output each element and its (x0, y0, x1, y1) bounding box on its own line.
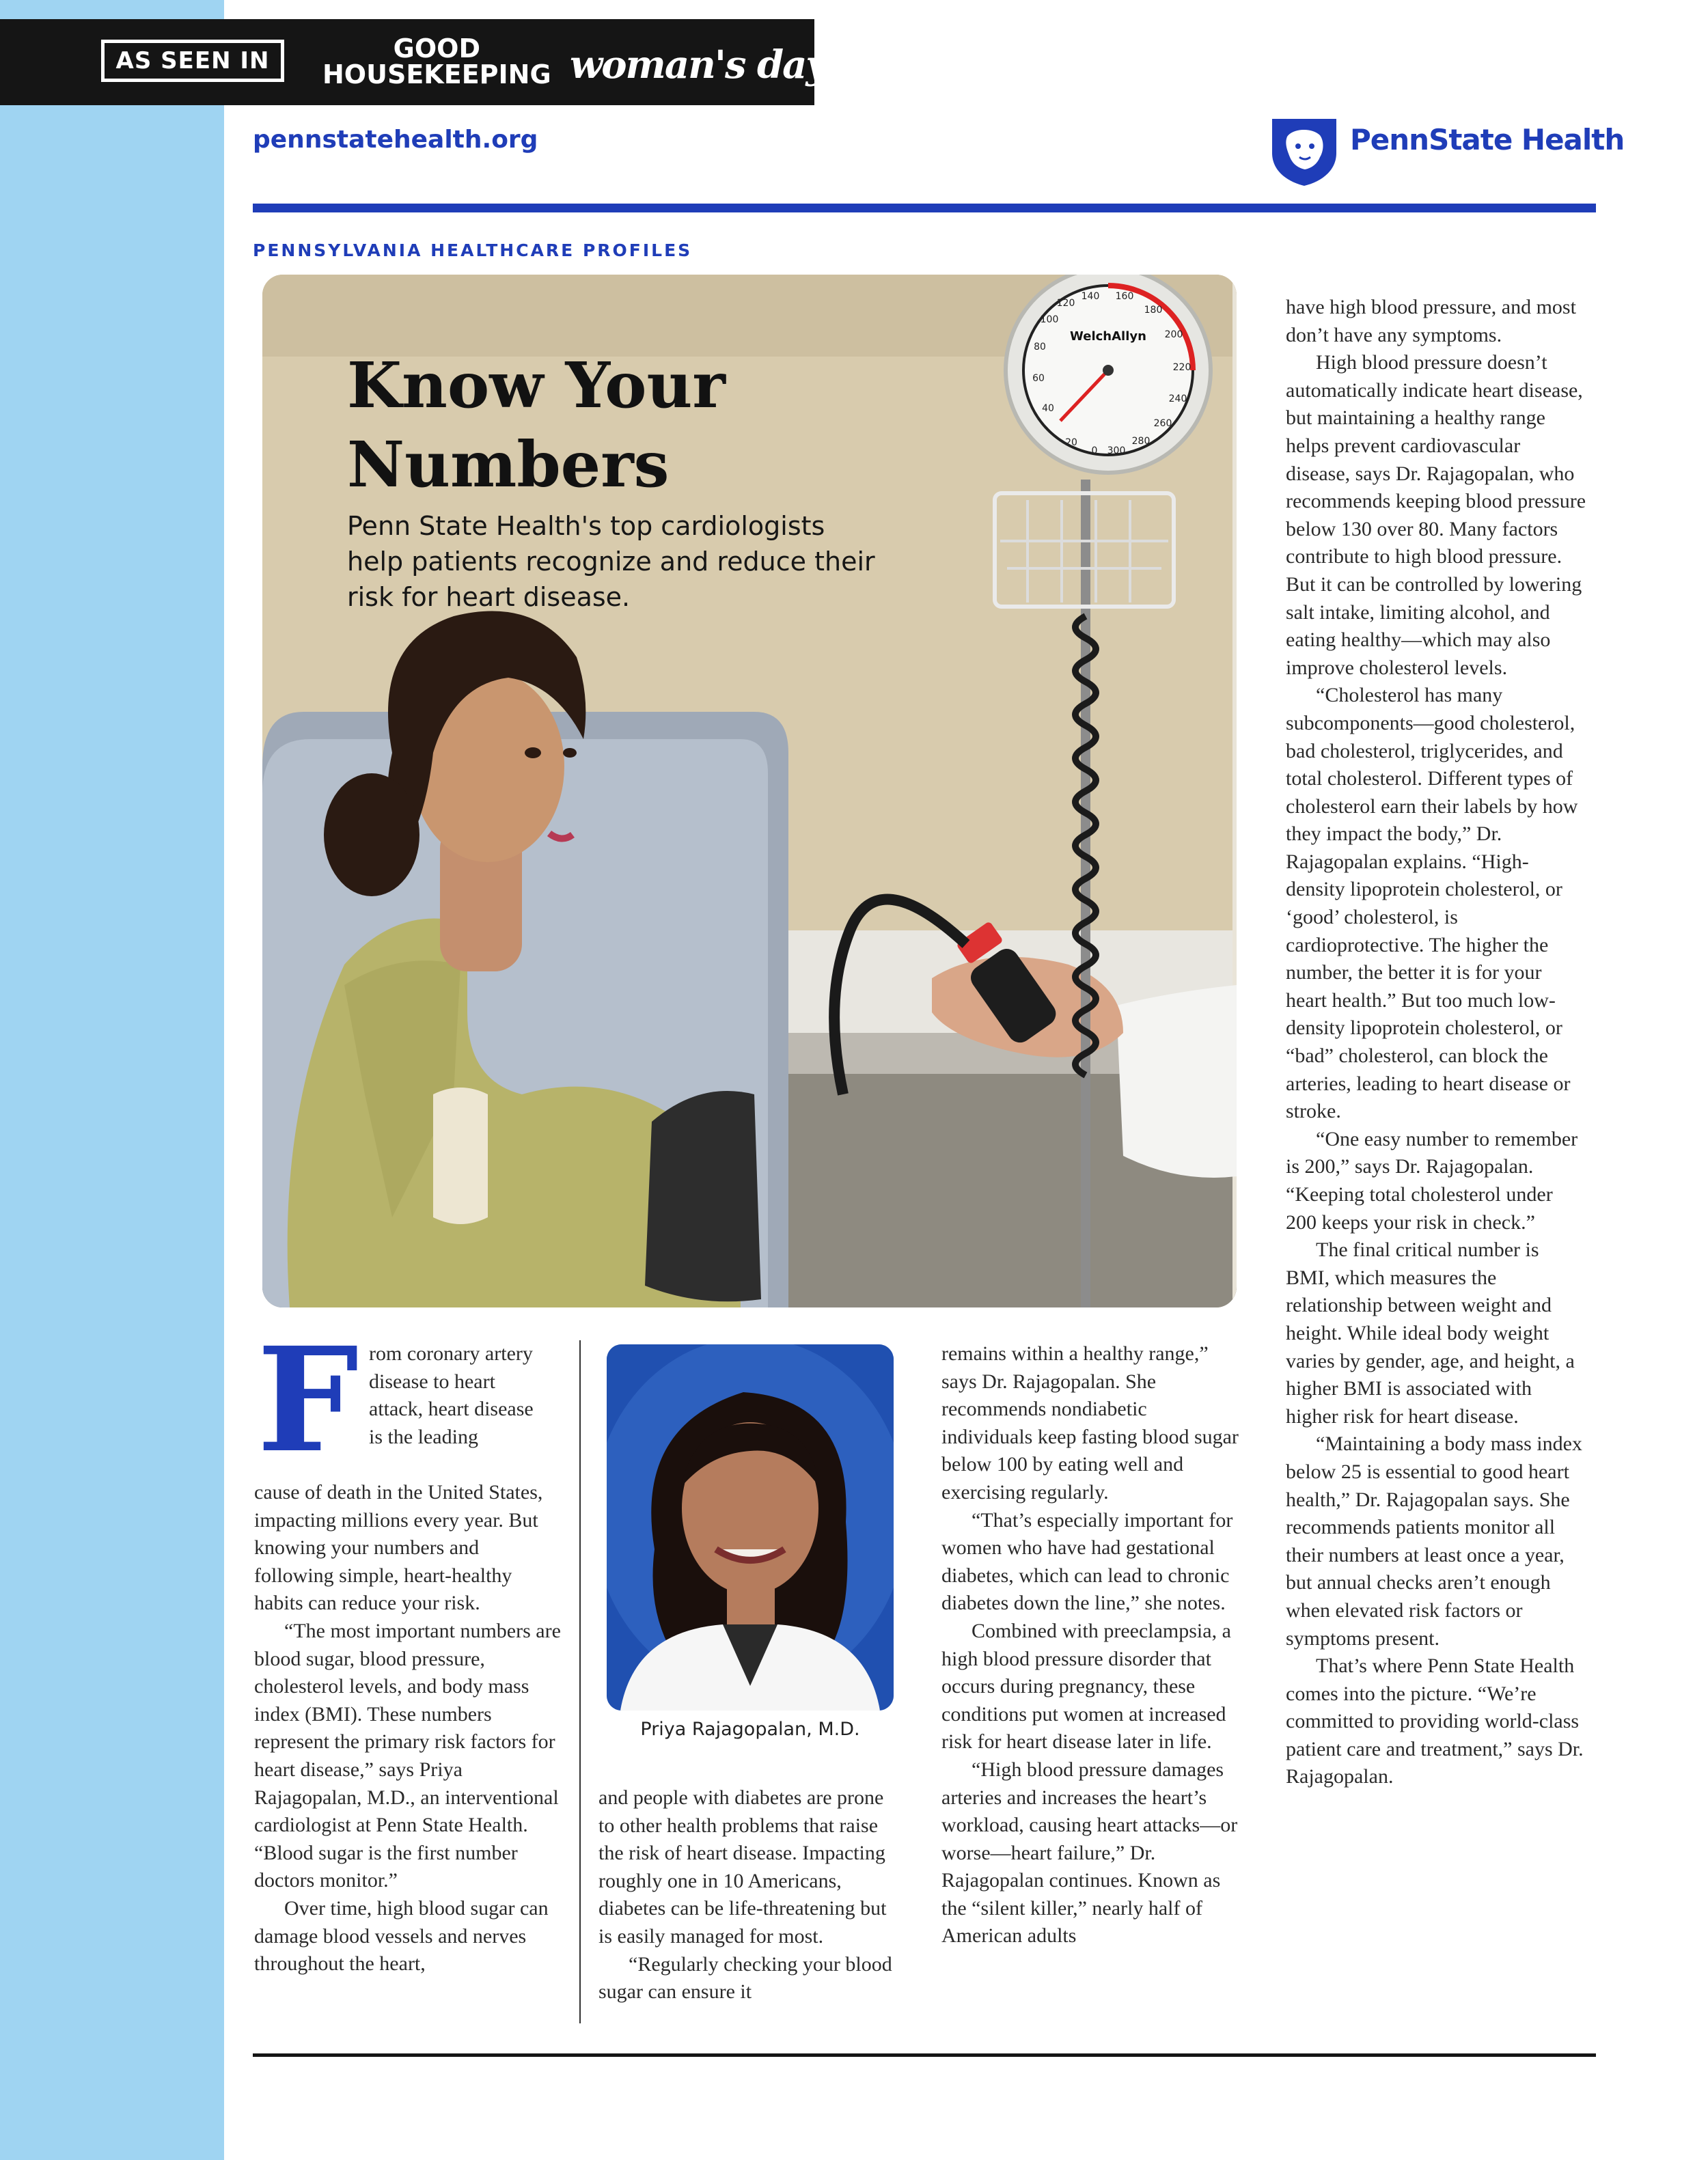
gauge-tick: 180 (1144, 305, 1163, 316)
article-column-1-intro (369, 1340, 547, 1451)
portrait-caption: Priya Rajagopalan, M.D. (640, 1719, 860, 1740)
good-housekeeping-line1: GOOD (393, 33, 480, 64)
gauge-tick: 0 (1091, 445, 1098, 456)
gauge-brand-label: WelchAllyn (1070, 329, 1146, 344)
good-housekeeping-line2: HOUSEKEEPING (322, 59, 551, 89)
gauge-tick: 160 (1115, 291, 1134, 302)
gauge-tick: 40 (1042, 403, 1054, 414)
left-color-bar (0, 0, 224, 2160)
article-column-3 (941, 1340, 1242, 1950)
gauge-tick: 280 (1131, 436, 1151, 447)
paragraph: and people with diabetes are prone to other health problems that raise the risk of heart disease. Impacting roughly one in 10 Americans, diabetes can be life-threatening but is easily managed for most. (598, 1786, 887, 1948)
gauge-tick: 100 (1040, 314, 1059, 325)
gauge-tick: 140 (1081, 291, 1100, 302)
header-rule (253, 204, 1596, 212)
gauge-tick: 240 (1168, 393, 1187, 404)
paragraph: “Maintaining a body mass index below 25 is essential to good heart health,” Dr. Rajagopalan says. She recommends patients monitor all their numbers at least once a year, but annual checks aren’t enough when elevated risk factors or symptoms present. (1286, 1432, 1582, 1650)
drop-cap: F (257, 1316, 359, 1484)
good-housekeeping-logo (322, 33, 551, 89)
article-column-4 (1286, 294, 1586, 1791)
article-deck: Penn State Health's top cardiologists help patients recognize and reduce their risk for heart disease. (347, 511, 875, 612)
footer-rule (253, 2053, 1596, 2057)
doctor-portrait (607, 1344, 894, 1711)
paragraph: Over time, high blood sugar can damage blood vessels and nerves throughout the heart, (254, 1896, 549, 1976)
womans-day-logo: woman's day (570, 42, 827, 87)
section-label: PENNSYLVANIA HEALTHCARE PROFILES (253, 240, 693, 260)
gauge-tick: 300 (1107, 445, 1126, 456)
paragraph: High blood pressure doesn’t automatically indicate heart disease, but maintaining a healthy range helps prevent cardiovascular disease, says Dr. Rajagopalan, who recommends keeping blood pressure below 130 over 80. Many factors contribute to high blood pressure. But it can be controlled by lowering salt intake, limiting alcohol, and eating healthy—which may also improve cholesterol levels. (1286, 351, 1586, 679)
portrait-illustration (607, 1344, 894, 1711)
gauge-tick: 60 (1032, 373, 1045, 384)
as-seen-in-label: AS SEEN IN (101, 40, 284, 82)
gauge-tick: 120 (1056, 298, 1075, 309)
paragraph: have high blood pressure, and most don’t have any symptoms. (1286, 296, 1576, 346)
article-column-2 (598, 1784, 899, 2006)
gauge-tick: 220 (1172, 362, 1192, 373)
paragraph: “One easy number to remember is 200,” says Dr. Rajagopalan. “Keeping total cholesterol under 200 keeps your risk in check.” (1286, 1127, 1578, 1234)
paragraph: “High blood pressure damages arteries and increases the heart’s workload, causing heart attacks—or worse—heart failure,” Dr. Rajagopalan continues. Known as the “silent killer,” nearly half of American adults (941, 1758, 1238, 1948)
paragraph: The final critical number is BMI, which measures the relationship between weight and height. While ideal body weight varies by gender, age, and height, a higher BMI is associated with higher risk for heart disease. (1286, 1238, 1575, 1428)
paragraph: Combined with preeclampsia, a high blood pressure disorder that occurs during pregnancy, these conditions put women at increased risk for heart disease later in life. (941, 1619, 1231, 1754)
article-headline (347, 346, 825, 504)
gauge-tick: 200 (1164, 329, 1183, 340)
headline-line1: Know Your (347, 348, 726, 422)
paragraph: “Cholesterol has many subcomponents—good cholesterol, bad cholesterol, triglycerides, and total cholesterol. Different types of cholesterol earn their labels by how they impact the body,” Dr. Rajagopalan explains. “High-density lipoprotein cholesterol, or ‘good’ cholesterol, is cardioprotective. The higher the number, the better it is for your heart health.” But too much low-density lipoprotein cholesterol, or “bad” cholesterol, can block the arteries, leading to heart disease or stroke. (1286, 684, 1578, 1123)
penn-state-health-logo-text: PennState Health (1350, 123, 1625, 156)
gauge-tick: 260 (1153, 418, 1172, 429)
gauge-tick: 20 (1065, 437, 1077, 448)
paragraph: “Regularly checking your blood sugar can ensure it (598, 1952, 892, 2004)
paragraph: cause of death in the United States, impacting millions every year. But knowing your numbers and following simple, heart-healthy habits can reduce your risk. (254, 1481, 543, 1615)
site-url-link[interactable]: pennstatehealth.org (253, 126, 538, 154)
article-column-1 (254, 1479, 562, 1978)
paragraph: That’s where Penn State Health comes into the picture. “We’re committed to providing world-class patient care and treatment,” says Dr. Rajagopalan. (1286, 1654, 1584, 1788)
penn-state-shield-icon (1269, 116, 1339, 187)
column-divider (579, 1340, 581, 2023)
paragraph: “The most important numbers are blood sugar, blood pressure, cholesterol levels, and body mass index (BMI). These numbers represent the primary risk factors for heart disease,” says Priya Rajagopalan, M.D., an interventional cardiologist at Penn State Health. “Blood sugar is the first number doctors monitor.” (254, 1619, 561, 1892)
gauge-tick: 80 (1034, 342, 1046, 352)
headline-line2: Numbers (347, 428, 670, 501)
paragraph: rom coronary artery disease to heart attack, heart disease is the leading (369, 1342, 534, 1448)
paragraph: remains within a healthy range,” says Dr. Rajagopalan. She recommends nondiabetic individuals keep fasting blood sugar below 100 by eating well and exercising regularly. (941, 1342, 1239, 1504)
paragraph: “That’s especially important for women who have had gestational diabetes, which can lead to chronic diabetes down the line,” she notes. (941, 1508, 1233, 1615)
